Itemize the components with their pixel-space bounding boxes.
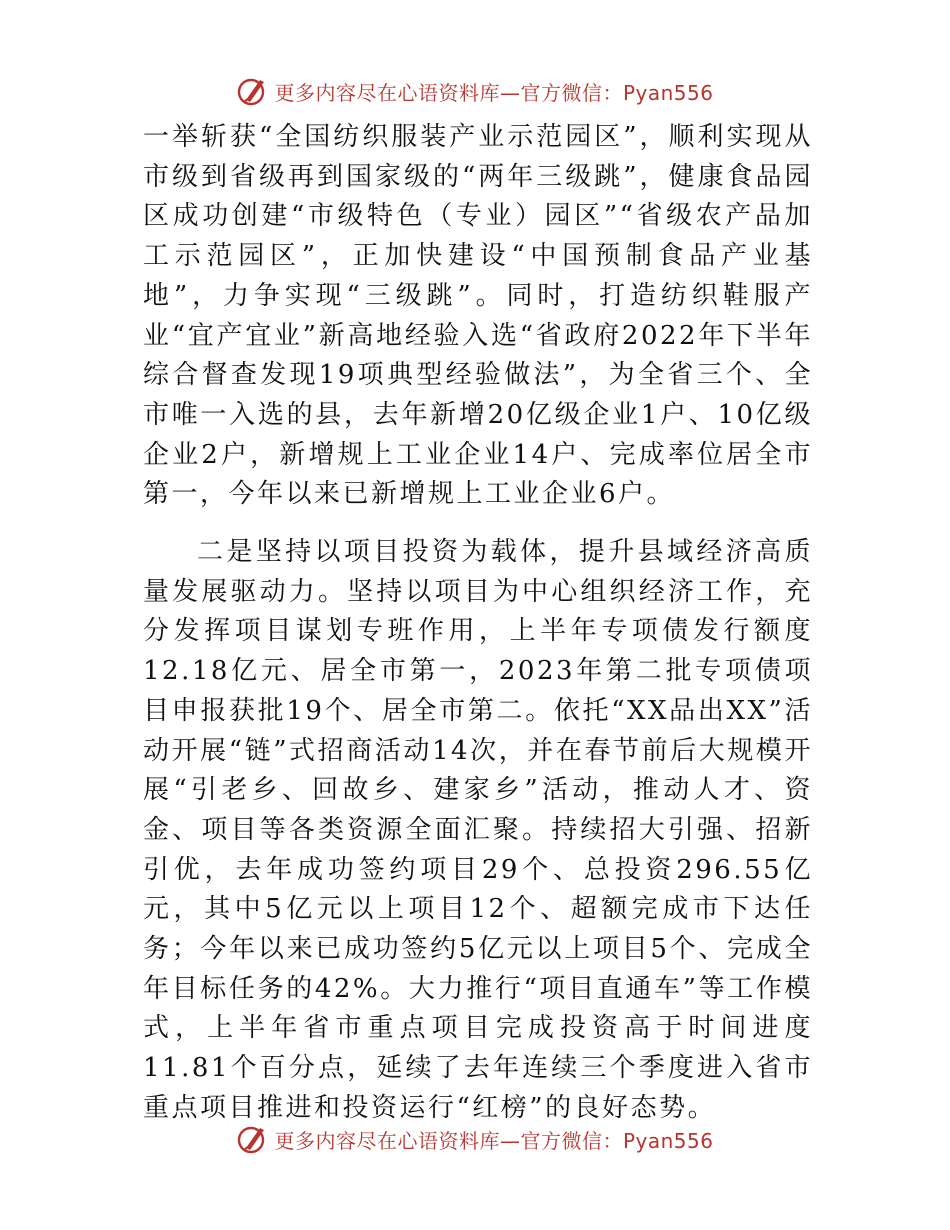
- footer-watermark-banner: [0, 1122, 950, 1156]
- header-watermark-text: 更多内容尽在心语资料库—官方微信：Pyan556: [274, 80, 714, 105]
- paragraph-continued: 一举斩获“全国纺织服装产业示范园区”，顺利实现从市级到省级再到国家级的“两年三级跳”，健康食品园区成功创建“市级特色（专业）园区”“省级农产品加工示范园区”，正加快建设“中国预制食品产业基地”，力争实现“三级跳”。同时，打造纺织鞋服产业“宜产宜业”新高地经验入选“省政府2022年下半年综合督查发现19项典型经验做法”，为全省三个、全市唯一入选的县，去年新增20亿级企业1户、10亿级企业2户，新增规上工业企业14户、完成率位居全市第一，今年以来已新增规上工业企业6户。: [143, 122, 813, 510]
- footer-watermark-text: 更多内容尽在心语资料库—官方微信：Pyan556: [274, 1128, 714, 1153]
- document-body: [143, 118, 813, 1129]
- header-watermark-banner: [0, 74, 950, 108]
- quill-pen-circle-icon: [236, 74, 270, 108]
- quill-pen-circle-icon: [236, 1122, 270, 1156]
- paragraph-project-investment: 二是坚持以项目投资为载体，提升县域经济高质量发展驱动力。坚持以项目为中心组织经济工作，充分发挥项目谋划专班作用，上半年专项债发行额度12.18亿元、居全市第一，2023年第二批专项债项目申报获批19个、居全市第二。依托“XX品出XX”活动开展“链”式招商活动14次，并在春节前后大规模开展“引老乡、回故乡、建家乡”活动，推动人才、资金、项目等各类资源全面汇聚。持续招大引强、招新引优，去年成功签约项目29个、总投资296.55亿元，其中5亿元以上项目12个、超额完成市下达任务；今年以来已成功签约5亿元以上项目5个、完成全年目标任务的42%。大力推行“项目直通车”等工作模式，上半年省市重点项目完成投资高于时间进度11.81个百分点，延续了去年连续三个季度进入省市重点项目推进和投资运行“红榜”的良好态势。: [143, 537, 813, 1123]
